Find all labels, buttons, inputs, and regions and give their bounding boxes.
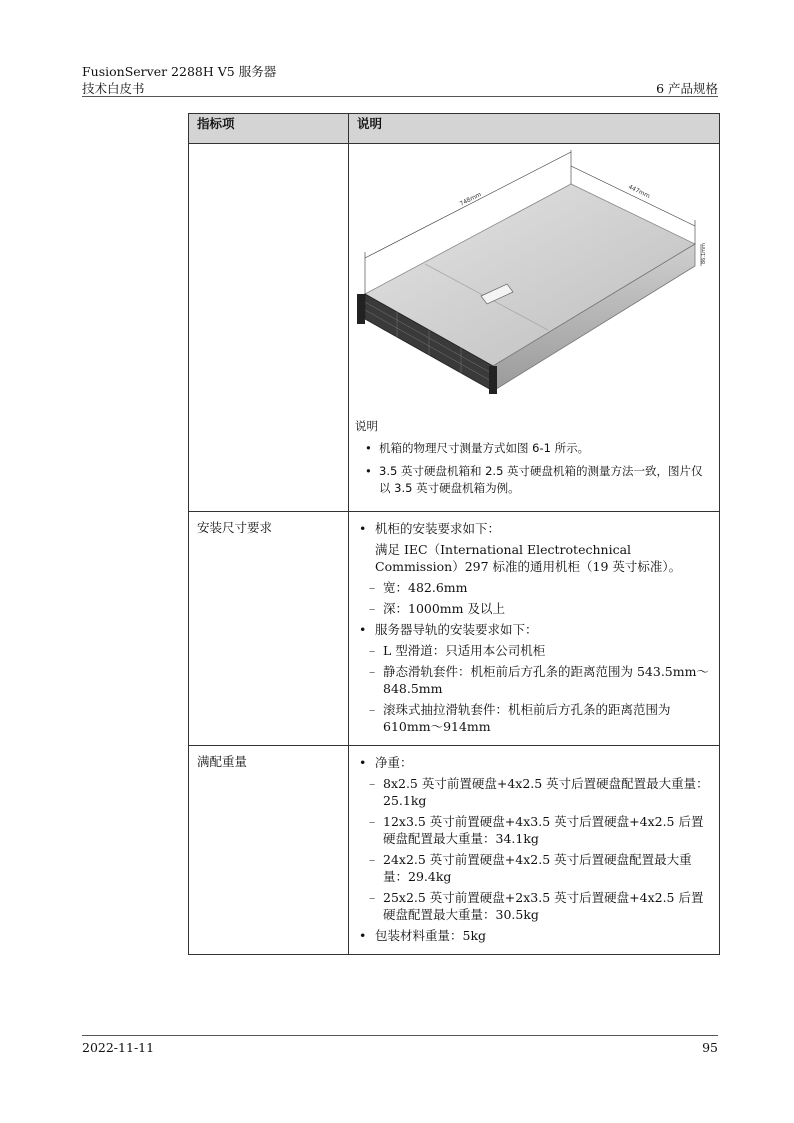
table-row-install [189, 512, 720, 746]
sub-item: – 8x2.5 英寸前置硬盘+4x2.5 英寸后置硬盘配置最大重量：25.1kg [369, 776, 709, 808]
note-title: 说明 [355, 419, 378, 433]
sub-item: – 25x2.5 英寸前置硬盘+2x3.5 英寸后置硬盘+4x2.5 后置硬盘配置最大重量：30.5kg [369, 890, 704, 922]
footer-date: 2022-11-11 [82, 1040, 155, 1055]
col-header-item: 指标项 [189, 114, 349, 144]
sub-item: – 深：1000mm 及以上 [369, 601, 505, 616]
bullet-item: • 净重： [359, 755, 413, 770]
header-doc-type: 技术白皮书 [82, 81, 145, 96]
figure-row-value [349, 144, 720, 512]
sub-item: – 静态滑轨套件：机柜前后方孔条的距离范围为 543.5mm～848.5mm [369, 664, 709, 696]
dimension-width-label: 447mm [627, 183, 652, 200]
footer-rule [82, 1035, 718, 1036]
table-header-row [189, 114, 720, 144]
paragraph: 满足 IEC（International Electrotechnical Commission）297 标准的通用机柜（19 英寸标准）。 [375, 542, 682, 574]
header-product: FusionServer 2288H V5 服务器 [82, 64, 277, 79]
weight-row-value [349, 746, 720, 955]
sub-item: – 12x3.5 英寸前置硬盘+4x3.5 英寸后置硬盘+4x2.5 后置硬盘配置最大重量：34.1kg [369, 814, 704, 846]
sub-item: – L 型滑道：只适用本公司机柜 [369, 643, 546, 658]
page-number: 95 [702, 1040, 718, 1055]
sub-item: – 滚珠式抽拉滑轨套件：机柜前后方孔条的距离范围为 610mm～914mm [369, 702, 671, 734]
figure-row-key [189, 144, 349, 512]
sub-item: – 宽：482.6mm [369, 580, 468, 595]
server-chassis-illustration [353, 144, 708, 414]
header-rule [82, 96, 718, 97]
server-dimension-figure [353, 144, 708, 414]
dimension-length-label: 748mm [458, 191, 483, 208]
header-chapter: 6 产品规格 [656, 81, 718, 96]
bullet-item: • 机柜的安装要求如下： [359, 521, 501, 536]
sub-item: – 24x2.5 英寸前置硬盘+4x2.5 英寸后置硬盘配置最大重量：29.4kg [369, 852, 692, 884]
note-item: • 3.5 英寸硬盘机箱和 2.5 英寸硬盘机箱的测量方法一致，图片仅以 3.5 英寸硬盘机箱为例。 [365, 464, 703, 495]
install-row-key: 安装尺寸要求 [189, 512, 349, 746]
bullet-item: • 服务器导轨的安装要求如下： [359, 622, 538, 637]
weight-row-key: 满配重量 [189, 746, 349, 955]
bullet-item: • 包装材料重量：5kg [359, 928, 487, 943]
table-row-figure [189, 144, 720, 512]
spec-table [188, 113, 720, 955]
col-header-desc: 说明 [349, 114, 720, 144]
dimension-height-label: 86.1mm [701, 243, 707, 264]
install-row-value [349, 512, 720, 746]
table-row-weight [189, 746, 720, 955]
note-item: • 机箱的物理尺寸测量方式如图 6-1 所示。 [365, 441, 590, 455]
